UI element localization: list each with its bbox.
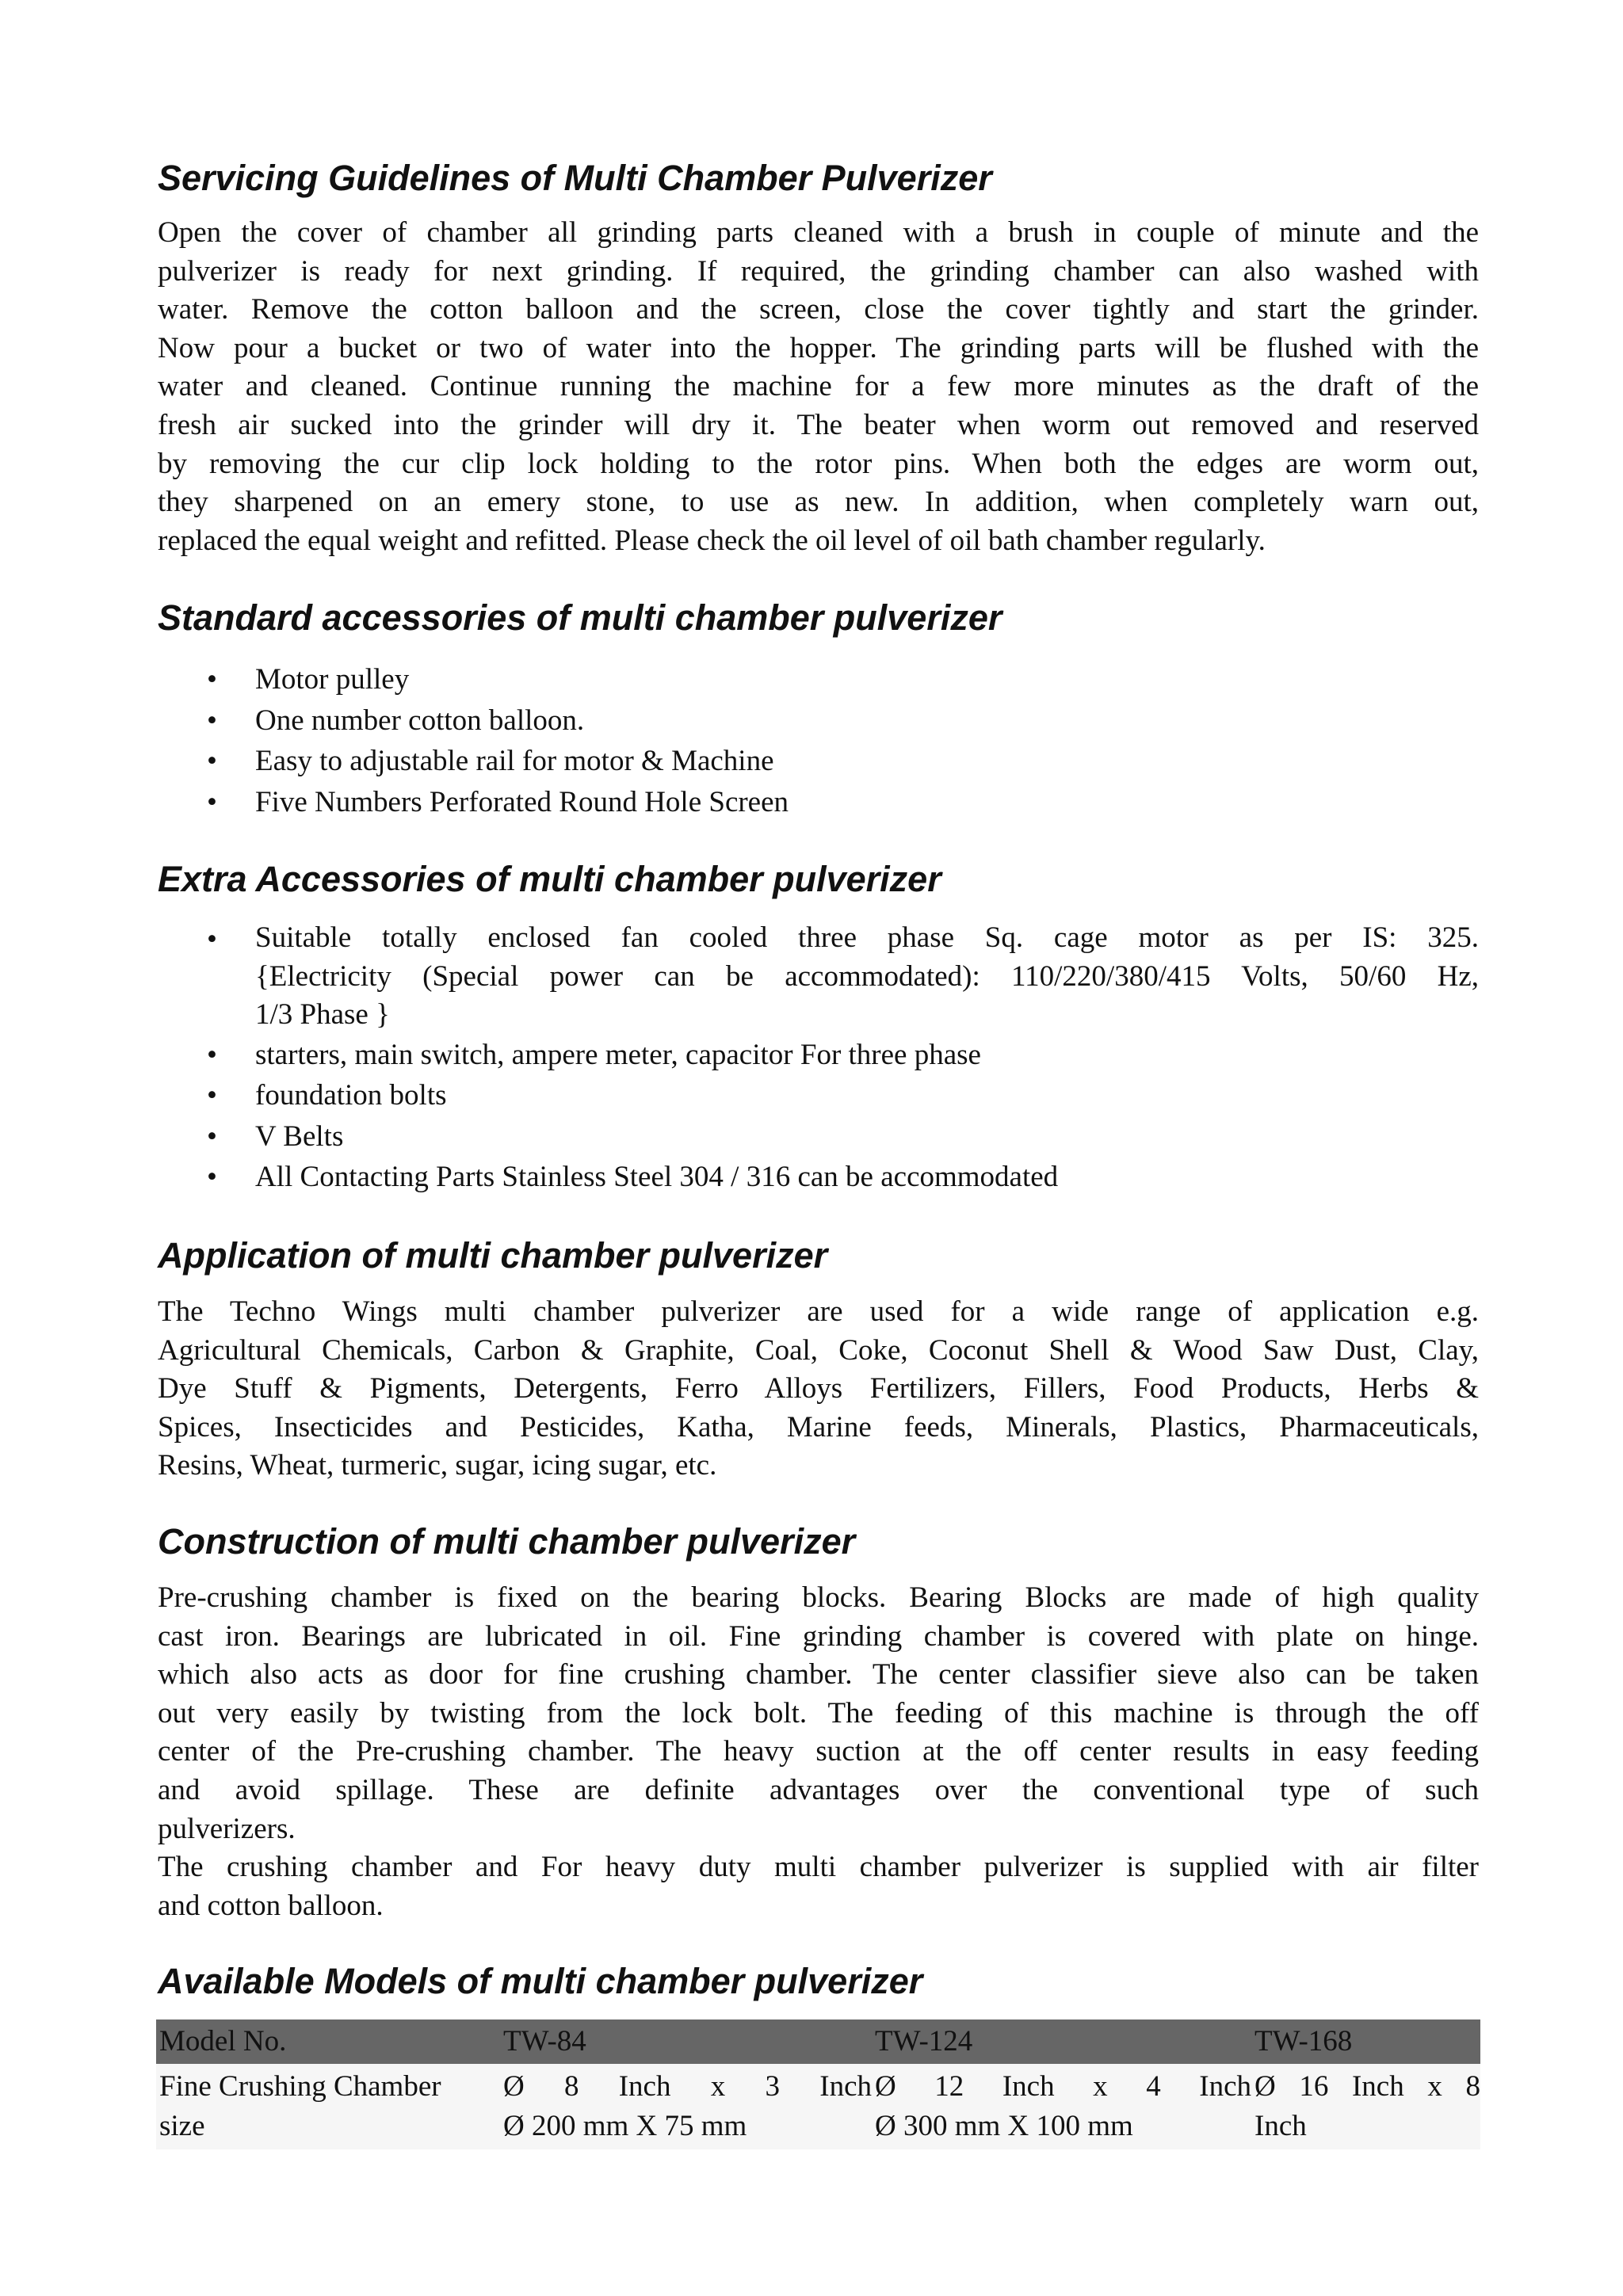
list-item bbox=[158, 782, 1479, 823]
text-line: they sharpened on an emery stone, to use as new. In addition, when completely warn out, bbox=[158, 486, 1479, 519]
bullet-icon: • bbox=[207, 1038, 217, 1071]
cell-tw-124 bbox=[872, 2064, 1251, 2149]
cell-line: Ø 12 Inch x 4 Inch bbox=[875, 2070, 1251, 2103]
bullet-icon: • bbox=[207, 923, 217, 955]
application-paragraph bbox=[158, 1293, 1479, 1486]
cell-line: Ø 8 Inch x 3 Inch bbox=[503, 2070, 872, 2103]
text-line: cast iron. Bearings are lubricated in oil. Fine grinding chamber is covered with plate on hinge. bbox=[158, 1619, 1479, 1653]
text-line: {Electricity (Special power can be accommodated): 110/220/380/415 Volts, 50/60 Hz, bbox=[255, 959, 1479, 993]
header-tw-84: TW-84 bbox=[503, 2025, 586, 2058]
bullet-icon: • bbox=[207, 1079, 217, 1112]
text-line: Agricultural Chemicals, Carbon & Graphite, Coal, Coke, Coconut Shell & Wood Saw Dust, Clay, bbox=[158, 1333, 1479, 1367]
header-tw-168: TW-168 bbox=[1254, 2025, 1353, 2058]
list-item-text: Easy to adjustable rail for motor & Machine bbox=[255, 745, 774, 777]
list-item bbox=[158, 700, 1479, 742]
list-item-text: Motor pulley bbox=[255, 663, 410, 696]
bullet-icon: • bbox=[207, 745, 217, 777]
list-item bbox=[158, 741, 1479, 782]
list-item-text: V Belts bbox=[255, 1119, 344, 1153]
cell-tw-168 bbox=[1251, 2064, 1480, 2149]
list-item bbox=[158, 1075, 1479, 1116]
models-table bbox=[156, 2019, 1480, 2149]
text-line: which also acts as door for fine crushing chamber. The center classifier sieve also can be taken bbox=[158, 1658, 1479, 1691]
heading-servicing: Servicing Guidelines of Multi Chamber Pulverizer bbox=[158, 158, 992, 198]
list-item-text: One number cotton balloon. bbox=[255, 704, 585, 737]
header-model-no: Model No. bbox=[159, 2025, 287, 2058]
standard-accessories-list bbox=[158, 659, 1479, 822]
row-label bbox=[156, 2064, 500, 2149]
text-line: and cotton balloon. bbox=[158, 1889, 384, 1922]
list-item bbox=[158, 1035, 1479, 1076]
text-line: water and cleaned. Continue running the machine for a few more minutes as the draft of the bbox=[158, 370, 1479, 403]
text-line: water. Remove the cotton balloon and the screen, close the cover tightly and start the grinder. bbox=[158, 293, 1479, 326]
cell-line: size bbox=[159, 2110, 205, 2142]
text-line: Spices, Insecticides and Pesticides, Katha, Marine feeds, Minerals, Plastics, Pharmaceuticals, bbox=[158, 1410, 1479, 1444]
list-item-text: starters, main switch, ampere meter, capacitor For three phase bbox=[255, 1038, 981, 1071]
text-line: by removing the cur clip lock holding to the rotor pins. When both the edges are worm out, bbox=[158, 447, 1479, 480]
heading-extra-accessories: Extra Accessories of multi chamber pulverizer bbox=[158, 859, 941, 899]
cell-line: Ø 200 mm X 75 mm bbox=[503, 2110, 747, 2142]
text-line: center of the Pre-crushing chamber. The heavy suction at the off center results in easy feeding bbox=[158, 1735, 1479, 1768]
list-item-text: All Contacting Parts Stainless Steel 304 / 316 can be accommodated bbox=[255, 1161, 1059, 1194]
table-row bbox=[156, 2064, 1480, 2149]
bullet-icon: • bbox=[207, 704, 217, 737]
text-line: pulverizers. bbox=[158, 1812, 296, 1845]
header-tw-124: TW-124 bbox=[875, 2025, 973, 2058]
text-line: Open the cover of chamber all grinding parts cleaned with a brush in couple of minute and the bbox=[158, 216, 1479, 249]
heading-construction: Construction of multi chamber pulverizer bbox=[158, 1521, 856, 1562]
list-item bbox=[158, 1116, 1479, 1158]
cell-line: Fine Crushing Chamber bbox=[159, 2070, 441, 2103]
servicing-paragraph bbox=[158, 214, 1479, 560]
bullet-icon: • bbox=[207, 663, 217, 696]
text-line: pulverizer is ready for next grinding. If required, the grinding chamber can also washed with bbox=[158, 254, 1479, 288]
heading-application: Application of multi chamber pulverizer bbox=[158, 1235, 828, 1276]
bullet-icon: • bbox=[207, 1161, 217, 1194]
table-header-row bbox=[156, 2019, 1480, 2064]
text-line: out very easily by twisting from the lock bolt. The feeding of this machine is through the off bbox=[158, 1696, 1479, 1730]
text-line: The Techno Wings multi chamber pulverizer are used for a wide range of application e.g. bbox=[158, 1295, 1479, 1328]
list-item bbox=[158, 1157, 1479, 1198]
construction-paragraph bbox=[158, 1579, 1479, 1925]
cell-tw-84 bbox=[500, 2064, 872, 2149]
cell-line: Ø 300 mm X 100 mm bbox=[875, 2110, 1133, 2142]
heading-available-models: Available Models of multi chamber pulverizer bbox=[158, 1961, 923, 2001]
text-line: fresh air sucked into the grinder will dry it. The beater when worm out removed and reserved bbox=[158, 408, 1479, 441]
cell-line: Ø 16 Inch x 8 bbox=[1254, 2070, 1480, 2103]
text-line: and avoid spillage. These are definite advantages over the conventional type of such bbox=[158, 1773, 1479, 1806]
text-line: The crushing chamber and For heavy duty multi chamber pulverizer is supplied with air filter bbox=[158, 1851, 1479, 1884]
list-item-text: foundation bolts bbox=[255, 1079, 447, 1112]
text-line: Suitable totally enclosed fan cooled three phase Sq. cage motor as per IS: 325. bbox=[255, 921, 1479, 954]
cell-line: Inch bbox=[1254, 2110, 1307, 2142]
list-item bbox=[158, 659, 1479, 700]
text-line: Dye Stuff & Pigments, Detergents, Ferro Alloys Fertilizers, Fillers, Food Products, Herbs & bbox=[158, 1372, 1479, 1405]
extra-accessories-list bbox=[158, 919, 1479, 1198]
bullet-icon: • bbox=[207, 1119, 217, 1153]
text-line: Resins, Wheat, turmeric, sugar, icing sugar, etc. bbox=[158, 1449, 717, 1482]
text-line: Pre-crushing chamber is fixed on the bearing blocks. Bearing Blocks are made of high quality bbox=[158, 1581, 1479, 1614]
bullet-icon: • bbox=[207, 785, 217, 818]
text-line: 1/3 Phase } bbox=[255, 998, 390, 1032]
list-item bbox=[158, 919, 1479, 1035]
heading-standard-accessories: Standard accessories of multi chamber pulverizer bbox=[158, 597, 1002, 638]
text-line: replaced the equal weight and refitted. Please check the oil level of oil bath chamber regularly. bbox=[158, 524, 1266, 557]
text-line: Now pour a bucket or two of water into the hopper. The grinding parts will be flushed with the bbox=[158, 331, 1479, 364]
list-item-text: Five Numbers Perforated Round Hole Screen bbox=[255, 785, 789, 818]
